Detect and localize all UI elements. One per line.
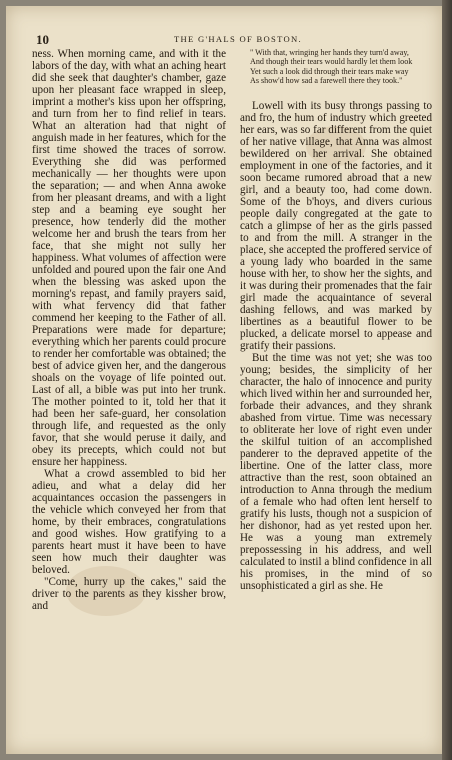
left-paragraph: What a crowd assembled to bid her adieu, and what a delay did her acquaintances occasion the passengers in the vehicle which conveyed her from that home, by their embraces, congratulations and good wishes. How gratifying to a parents heart must it have been to have seen how much their daughter was beloved. — [32, 468, 226, 576]
right-paragraph: Lowell with its busy throngs passing to and fro, the hum of industry which greeted her ears, was so far different from the quiet of her native village, that Anna was almost bewildered on her arrival. She obtained employment in one of the factories, and it soon became rumored abroad that a new girl, and a beauty too, had come down. Some of the b'hoys, and divers curious people daily congregated at the gate to catch a glimpse of her as the girls passed to and from the mill. A stranger in the place, she accepted the proffered service of a young lady who boarded in the same house with her, to show her the sights, and it was during their promenades that the fair girl made the acquaintance of several dashing fellows, and was marked by libertines as a beautiful flower to be plucked, a delicate morsel to appease and gratify their passions. — [240, 99, 432, 352]
verse-line: And though their tears would hardly let them look — [250, 57, 413, 67]
verse-line: As show'd how sad a farewell there they took." — [250, 76, 403, 86]
verse-line: " With that, wringing her hands they turn'd away, — [250, 48, 409, 57]
right-column — [240, 48, 432, 592]
left-paragraph: ness. When morning came, and with it the labors of the day, with what an aching heart did she seek that daughter's chamber, gaze upon her pleasant face wrapped in sleep, imprint a mother's kiss upon her offspring, and turn from her to find relief in tears. What an alteration had that night of anguish made in her features, which for the first time showed the traces of sorrow. Everything she did was performed mechanically — her thoughts were upon the separation; — and when Anna awoke from her pleasant dreams, and with a light step and a beaming eye sought her presence, how tenderly did the mother welcome her and brush the tears from her face, that she might not sully her happiness. What volumes of affection were unfolded and poured upon the fair one And when the blessing was asked upon the morning's repast, and family prayers said, with what fervency did that father commend her keeping to the Father of all. Preparations were made for departure; everything which her parents could procure to render her comfortable was obtained; the best of advice given her, and the dangerous shoals on the voyage of life pointed out. Last of all, a bible was put into her trunk. The mother pointed to it, told her that it had been her safe-guard, her consolation through life, and requested as the only favor, that she would peruse it daily, and obey its precepts, which could not but ensure her happiness. — [32, 48, 226, 468]
verse-quotation — [250, 48, 432, 86]
right-paragraph: But the time was not yet; she was too young; besides, the simplicity of her character, the halo of innocence and purity which lived within her and surrounded her, forbade their advances, and they shrank abashed from virtue. Time was necessary to obliterate her love of right even under the skilful tuition of an accomplished panderer to the depraved appetite of the libertine. One of the latter class, more attractive than the rest, soon obtained an introduction to Anna through the medium of a female who had often lent herself to gratify his lusts, though not a suspicion of her dishonor, had as yet rested upon her. He was a young man extremely prepossessing in his address, and well calculated to instil a blind confidence in all his promises, in the mind of so unsophisticated a girl as she. He — [240, 351, 432, 592]
verse-line: Yet such a look did through their tears make way — [250, 66, 409, 76]
left-paragraph: "Come, hurry up the cakes," said the driver to the parents as they kissher brow, and — [32, 576, 226, 612]
left-column — [32, 48, 226, 612]
page-number: 10 — [36, 32, 49, 47]
running-title: THE G'HALS OF BOSTON. — [173, 34, 302, 44]
book-spine — [442, 0, 452, 760]
